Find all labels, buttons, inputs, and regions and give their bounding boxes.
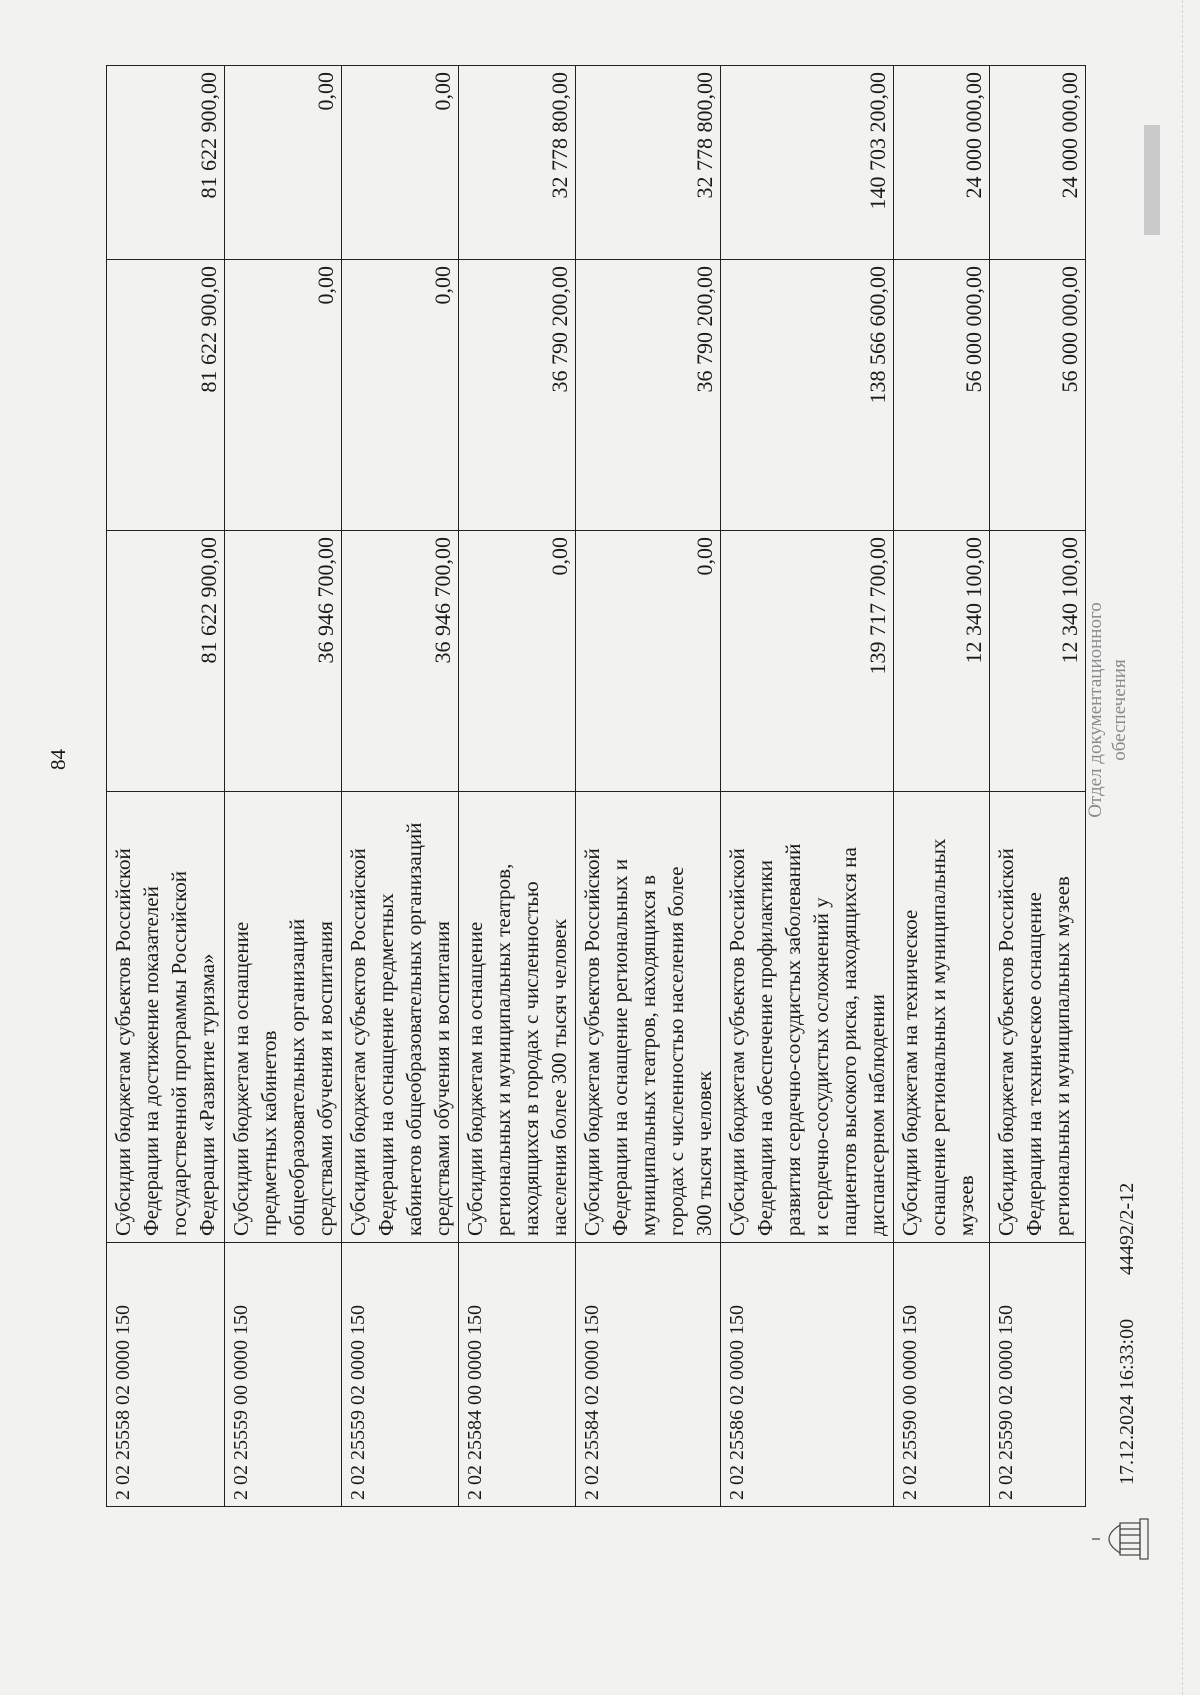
budget-code-cell: 2 02 25584 00 0000 150 [459, 1243, 576, 1507]
description-cell [225, 792, 342, 1243]
amount-cell-1: 0,00 [576, 531, 721, 792]
budget-code-cell: 2 02 25590 02 0000 150 [990, 1243, 1086, 1507]
stamp-line: Отдел документационного [1085, 602, 1106, 818]
stamp-line: обеспечения [1109, 659, 1130, 761]
description-cell [459, 792, 576, 1243]
crest-logo [1090, 1517, 1152, 1561]
amount-cell-3: 81 622 900,00 [107, 66, 225, 260]
description-line: Федерации «Развитие туризма» [195, 953, 219, 1236]
budget-code-cell: 2 02 25559 00 0000 150 [225, 1243, 342, 1507]
description-cell [894, 792, 990, 1243]
description-cell [342, 792, 459, 1243]
amount-cell-2: 36 790 200,00 [576, 260, 721, 531]
description-line: предметных кабинетов [257, 1030, 281, 1236]
table-row [225, 66, 342, 1507]
scan-edge-line [1182, 0, 1183, 1695]
budget-code-cell: 2 02 25586 02 0000 150 [721, 1243, 894, 1507]
description-line: общеобразовательных организаций [285, 918, 309, 1236]
amount-cell-1: 12 340 100,00 [990, 531, 1086, 792]
description-line: Федерации на техническое оснащение [1022, 892, 1046, 1236]
description-line: Федерации на обеспечение профилактики [753, 860, 777, 1236]
description-line: Субсидии бюджетам субъектов Российской [994, 848, 1018, 1236]
description-line: находящихся в городах с численностью [519, 881, 543, 1236]
description-cell [990, 792, 1086, 1243]
description-line: Федерации на достижение показателей [139, 886, 163, 1236]
amount-cell-2: 81 622 900,00 [107, 260, 225, 531]
description-line: городах с численностью населения более [664, 866, 688, 1236]
description-line: Субсидии бюджетам на оснащение [229, 921, 253, 1236]
budget-code-cell: 2 02 25590 00 0000 150 [894, 1243, 990, 1507]
description-line: населения более 300 тысяч человек [547, 919, 571, 1236]
description-line: региональных и муниципальных музеев [1050, 876, 1074, 1236]
amount-cell-2: 36 790 200,00 [459, 260, 576, 531]
description-line: и сердечно-сосудистых осложнений у [809, 897, 833, 1236]
description-line: средствами обучения и воспитания [430, 921, 454, 1236]
amount-cell-1: 81 622 900,00 [107, 531, 225, 792]
description-line: оснащение региональных и муниципальных [926, 838, 950, 1236]
amount-cell-2: 56 000 000,00 [894, 260, 990, 531]
description-cell [107, 792, 225, 1243]
description-line: диспансерном наблюдении [865, 994, 889, 1236]
department-stamp [1084, 575, 1132, 845]
table-row [459, 66, 576, 1507]
description-line: пациентов высокого риска, находящихся на [837, 847, 861, 1236]
budget-code-cell: 2 02 25559 02 0000 150 [342, 1243, 459, 1507]
budget-code-cell: 2 02 25558 02 0000 150 [107, 1243, 225, 1507]
amount-cell-2: 138 566 600,00 [721, 260, 894, 531]
table-row [894, 66, 990, 1507]
amount-cell-1: 0,00 [459, 531, 576, 792]
footer-datetime: 17.12.2024 16:33:00 [1116, 1318, 1138, 1485]
description-line: средствами обучения и воспитания [313, 921, 337, 1236]
description-line: Субсидии бюджетам субъектов Российской [580, 848, 604, 1236]
footer-doc-code: 44492/2-12 [1116, 1182, 1138, 1275]
description-line: государственной программы Российской [167, 870, 191, 1236]
description-line: Федерации на оснащение региональных и [608, 859, 632, 1236]
table-row [721, 66, 894, 1507]
description-line: музеев [954, 1175, 978, 1236]
description-line: развития сердечно-сосудистых заболеваний [781, 843, 805, 1236]
table-row [342, 66, 459, 1507]
amount-cell-3: 0,00 [225, 66, 342, 260]
table-row [990, 66, 1086, 1507]
description-cell [576, 792, 721, 1243]
description-line: муниципальных театров, находящихся в [636, 875, 660, 1236]
amount-cell-1: 36 946 700,00 [342, 531, 459, 792]
table-row [107, 66, 225, 1507]
amount-cell-3: 24 000 000,00 [990, 66, 1086, 260]
amount-cell-2: 0,00 [342, 260, 459, 531]
amount-cell-3: 24 000 000,00 [894, 66, 990, 260]
description-line: кабинетов общеобразовательных организаций [402, 822, 426, 1236]
description-cell [721, 792, 894, 1243]
description-line: Федерации на оснащение предметных [374, 893, 398, 1236]
description-line: региональных и муниципальных театров, [491, 863, 515, 1236]
description-line: Субсидии бюджетам субъектов Российской [111, 848, 135, 1236]
description-line: Субсидии бюджетам на оснащение [463, 921, 487, 1236]
scan-edge-mark [1144, 125, 1160, 235]
amount-cell-3: 140 703 200,00 [721, 66, 894, 260]
description-line: Субсидии бюджетам субъектов Российской [346, 848, 370, 1236]
description-line: Субсидии бюджетам субъектов Российской [725, 848, 749, 1236]
amount-cell-3: 32 778 800,00 [576, 66, 721, 260]
amount-cell-1: 139 717 700,00 [721, 531, 894, 792]
amount-cell-2: 56 000 000,00 [990, 260, 1086, 531]
description-line: Субсидии бюджетам на техническое [898, 909, 922, 1236]
budget-code-cell: 2 02 25584 02 0000 150 [576, 1243, 721, 1507]
table-row [576, 66, 721, 1507]
budget-table [106, 65, 1086, 1507]
amount-cell-2: 0,00 [225, 260, 342, 531]
amount-cell-1: 36 946 700,00 [225, 531, 342, 792]
page-number: 84 [46, 749, 70, 770]
amount-cell-3: 0,00 [342, 66, 459, 260]
amount-cell-3: 32 778 800,00 [459, 66, 576, 260]
description-line: 300 тысяч человек [692, 1070, 716, 1236]
amount-cell-1: 12 340 100,00 [894, 531, 990, 792]
